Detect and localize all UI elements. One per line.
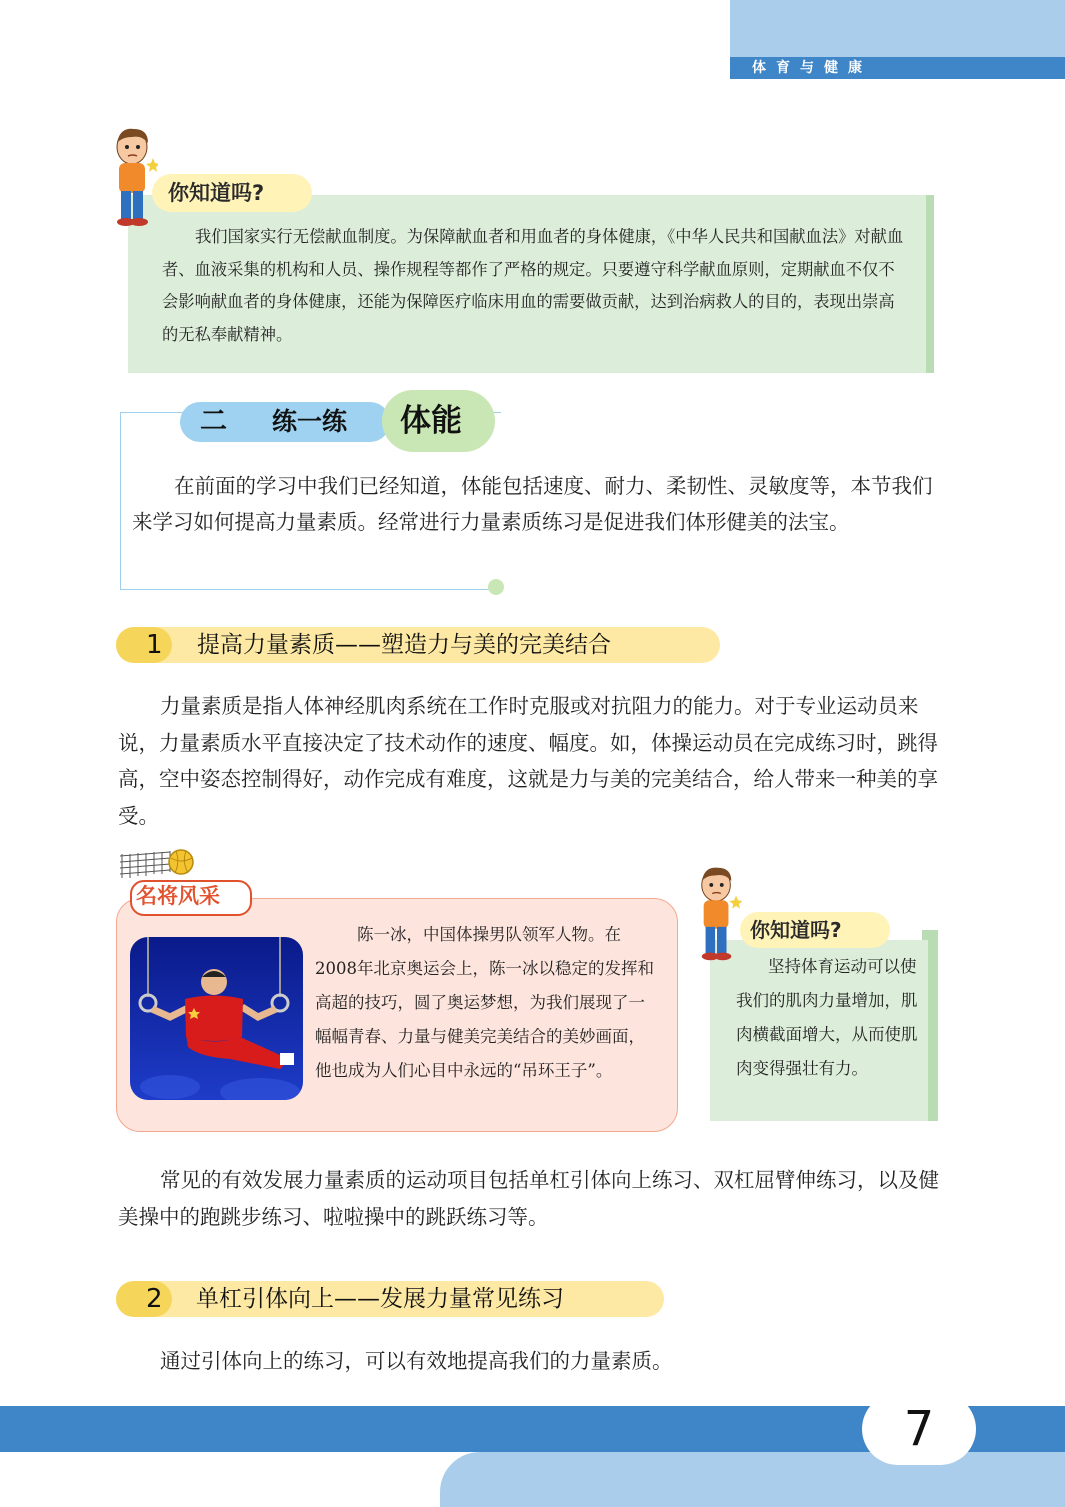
did-you-know-text: 我们国家实行无偿献血制度。为保障献血者和用血者的身体健康，《中华人民共和国献血法》对献血者、血液采集的机构和人员、操作规程等都作了严格的规定。只要遵守科学献血原则，定期献血不仅不会影响献血者的身体健康，还能为保障医疗临床用血的需要做贡献，达到治病救人的目的，表现出崇高的无私奉献精神。	[162, 227, 904, 344]
thinking-boy-icon	[108, 125, 158, 230]
gymnast-photo	[130, 937, 303, 1100]
section-number: 二	[200, 406, 227, 437]
section-frame-dot	[488, 579, 504, 595]
did-you-know-2-label: 你知道吗?	[750, 918, 842, 942]
section-intro: 在前面的学习中我们已经知道，体能包括速度、耐力、柔韧性、灵敏度等，本节我们来学习如何提高力量素质。经常进行力量素质练习是促进我们体形健美的法宝。	[132, 474, 933, 534]
famous-athlete-label: 名将风采	[136, 884, 220, 908]
subsection-2-paragraph: 通过引体向上的练习，可以有效地提高我们的力量素质。	[160, 1349, 673, 1373]
subsection-1-number-badge	[116, 627, 172, 663]
subsection-1-number: 1	[146, 630, 163, 660]
did-you-know-2-text: 坚持体育运动可以使我们的肌肉力量增加，肌肉横截面增大，从而使肌肉变得强壮有力。	[736, 957, 918, 1078]
page-number: 7	[903, 1401, 935, 1457]
section-subtitle: 练一练	[272, 407, 348, 436]
common-exercises-paragraph: 常见的有效发展力量素质的运动项目包括单杠引体向上练习、双杠屈臂伸练习，以及健美操中的跑跳步练习、啦啦操中的跳跃练习等。	[118, 1168, 939, 1229]
subsection-2-title: 单杠引体向上——发展力量常见练习	[196, 1286, 564, 1312]
header-band-light	[730, 0, 1065, 57]
subsection-1-title: 提高力量素质——塑造力与美的完美结合	[197, 632, 611, 658]
subsection-2-number-badge	[116, 1281, 172, 1317]
subsection-1-paragraph: 力量素质是指人体神经肌肉系统在工作时克服或对抗阻力的能力。对于专业运动员来说，力量素质水平直接决定了技术动作的速度、幅度。如，体操运动员在完成练习时，跳得高，空中姿态控制得好，动作完成有难度，这就是力与美的完美结合，给人带来一种美的享受。	[118, 694, 938, 828]
did-you-know-label: 你知道吗?	[168, 181, 265, 205]
famous-athlete-text: 陈一冰，中国体操男队领军人物。在2008年北京奥运会上，陈一冰以稳定的发挥和高超的技巧，圆了奥运梦想，为我们展现了一幅幅青春、力量与健美完美结合的美妙画面，他也成为人们心目中永远的“吊环王子”。	[315, 925, 654, 1080]
subsection-2-number: 2	[146, 1284, 163, 1314]
header-title: 体育与健康	[752, 60, 872, 76]
section-topic: 体能	[400, 403, 462, 439]
thinking-boy-icon	[692, 864, 742, 964]
